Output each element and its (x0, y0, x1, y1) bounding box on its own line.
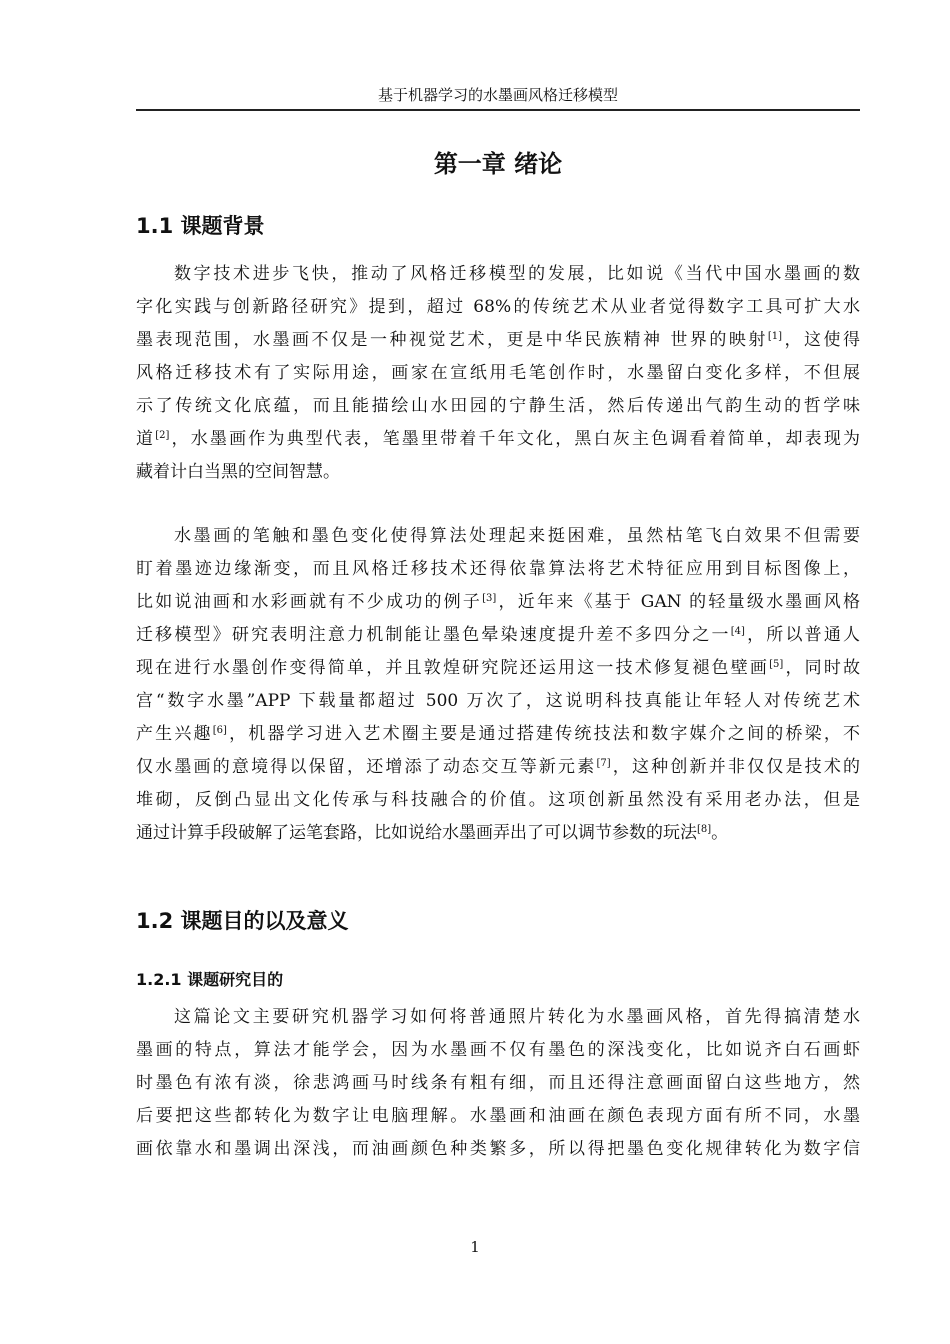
text-line: 画依靠水和墨调出深浅，而油画颜色种类繁多，所以得把墨色变化规律转化为数字信 (136, 1139, 860, 1159)
text-line: 堆砌，反倒凸显出文化传承与科技融合的价值。这项创新虽然没有采用老办法，但是 (136, 790, 860, 810)
text-line: 藏着计白当黑的空间智慧。 (136, 462, 340, 482)
line-segment: ，同时故 (783, 658, 861, 678)
section-heading-1-2: 1.2 课题目的以及意义 (136, 909, 349, 933)
text-line: 这篇论文主要研究机器学习如何将普通照片转化为水墨画风格，首先得搞清楚水 (174, 1007, 860, 1027)
text-line: 宫“数字水墨”APP 下载量都超过 500 万次了，这说明科技真能让年轻人对传统艺术 (136, 691, 860, 711)
line-segment: ，水墨画作为典型代表，笔墨里带着千年文化，黑白灰主色调看着简单，却表现为 (169, 429, 861, 449)
text-line: 墨画的特点，算法才能学会，因为水墨画不仅有墨色的深浅变化，比如说齐白石画虾 (136, 1040, 860, 1060)
line-segment: 。 (711, 823, 729, 843)
running-header: 基于机器学习的水墨画风格迁移模型 (377, 86, 618, 104)
text-line (136, 324, 860, 357)
line-segment: 产生兴趣 (136, 724, 213, 744)
citation-ref: [1] (767, 331, 783, 342)
text-line (136, 423, 860, 456)
paragraph-research-purpose (136, 1001, 860, 1166)
line-segment: ，这使得 (782, 330, 861, 350)
page-number: 1 (470, 1238, 480, 1256)
line-segment: 比如说油画和水彩画就有不少成功的例子 (136, 592, 483, 612)
citation-ref: [6] (212, 725, 227, 736)
line-segment: 墨表现范围，水墨画不仅是一种视觉艺术，更是中华民族精神 世界的映射 (136, 330, 768, 350)
citation-ref: [3] (482, 593, 497, 604)
header-rule (136, 109, 860, 111)
text-line: 水墨画的笔触和墨色变化使得算法处理起来挺困难，虽然枯笔飞白效果不但需要 (174, 526, 860, 546)
text-line (136, 586, 860, 619)
line-segment: 通过计算手段破解了运笔套路，比如说给水墨画弄出了可以调节参数的玩法 (136, 823, 697, 843)
line-segment: 迁移模型》研究表明注意力机制能让墨色晕染速度提升差不多四分之一 (136, 625, 731, 645)
citation-ref: [4] (730, 626, 745, 637)
citation-ref: [2] (155, 430, 170, 441)
line-segment: ，近年来《基于 GAN 的轻量级水墨画风格 (496, 592, 860, 612)
subsection-heading-1-2-1: 1.2.1 课题研究目的 (136, 970, 284, 989)
text-line: 数字技术进步飞快，推动了风格迁移模型的发展，比如说《当代中国水墨画的数 (174, 264, 860, 284)
paragraph-background-1 (136, 258, 860, 489)
text-line: 字化实践与创新路径研究》提到，超过 68%的传统艺术从业者觉得数字工具可扩大水 (136, 297, 860, 317)
line-segment: ，这种创新并非仅仅是技术的 (610, 757, 861, 777)
text-line (136, 718, 860, 751)
text-line (136, 619, 860, 652)
chapter-title: 第一章 绪论 (433, 150, 563, 178)
line-segment: 道 (136, 429, 156, 449)
text-line (136, 817, 860, 850)
text-line: 示了传统文化底蕴，而且能描绘山水田园的宁静生活，然后传递出气韵生动的哲学味 (136, 396, 860, 416)
paragraph-background-2 (136, 520, 860, 850)
citation-ref: [7] (596, 758, 611, 769)
line-segment: ，机器学习进入艺术圈主要是通过搭建传统技法和数字媒介之间的桥梁，不 (226, 724, 861, 744)
line-segment: 仅水墨画的意境得以保留，还增添了动态交互等新元素 (136, 757, 597, 777)
text-line: 风格迁移技术有了实际用途，画家在宣纸用毛笔创作时，水墨留白变化多样，不但展 (136, 363, 860, 383)
text-line: 后要把这些都转化为数字让电脑理解。水墨画和油画在颜色表现方面有所不同，水墨 (136, 1106, 860, 1126)
citation-ref: [8] (697, 824, 712, 835)
text-line (136, 652, 860, 685)
citation-ref: [5] (769, 659, 784, 670)
line-segment: 现在进行水墨创作变得简单，并且敦煌研究院还运用这一技术修复褪色壁画 (136, 658, 770, 678)
text-line (136, 751, 860, 784)
text-line: 盯着墨迹边缘渐变，而且风格迁移技术还得依靠算法将艺术特征应用到目标图像上， (136, 559, 860, 579)
section-heading-1-1: 1.1 课题背景 (136, 214, 265, 238)
line-segment: ，所以普通人 (744, 625, 861, 645)
text-line: 时墨色有浓有淡，徐悲鸿画马时线条有粗有细，而且还得注意画面留白这些地方，然 (136, 1073, 860, 1093)
